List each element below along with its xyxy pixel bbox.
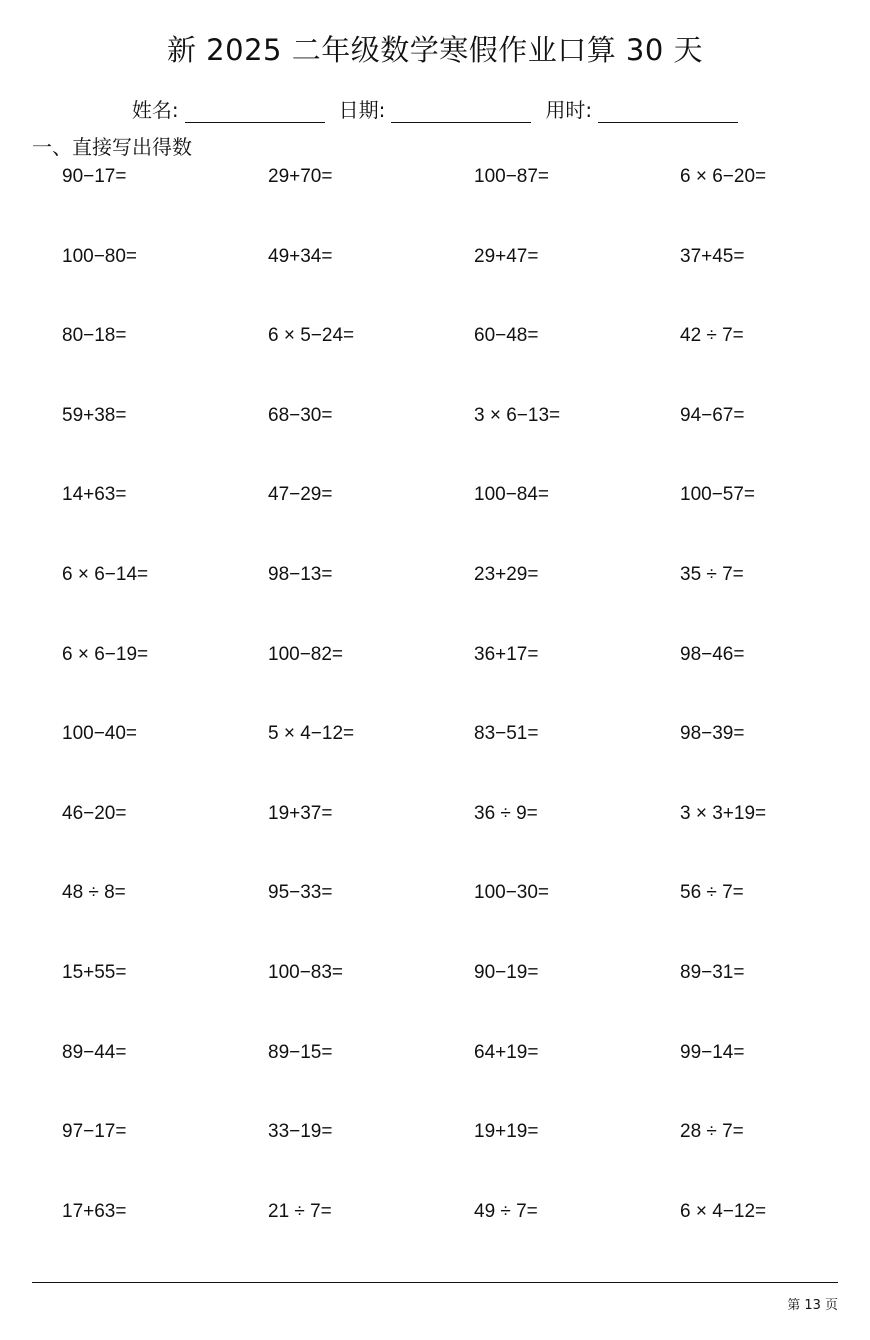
math-problem: 47−29= [268, 484, 333, 506]
math-problem: 89−31= [680, 961, 745, 983]
math-problem: 56 ÷ 7= [680, 882, 744, 904]
math-problem: 3 × 6−13= [474, 404, 561, 426]
name-blank[interactable] [185, 102, 325, 123]
math-problem: 28 ÷ 7= [680, 1121, 744, 1143]
name-field [132, 94, 325, 123]
math-problem: 49+34= [268, 245, 333, 267]
math-problem: 83−51= [474, 723, 539, 745]
math-problem: 90−17= [62, 166, 127, 187]
time-label: 用时: [545, 98, 593, 122]
math-problem: 49 ÷ 7= [474, 1200, 538, 1222]
math-problem: 36+17= [474, 643, 539, 665]
footer-divider [32, 1282, 838, 1283]
math-problem: 100−83= [268, 961, 344, 983]
problem-grid [62, 165, 852, 1279]
time-blank[interactable] [598, 102, 738, 123]
math-problem: 68−30= [268, 404, 333, 426]
math-problem: 23+29= [474, 563, 539, 585]
math-problem: 99−14= [680, 1041, 745, 1063]
math-problem: 100−80= [62, 245, 138, 267]
math-problem: 29+70= [268, 166, 333, 187]
date-label: 日期: [338, 98, 386, 122]
date-blank[interactable] [391, 102, 531, 123]
math-problem: 33−19= [268, 1121, 333, 1143]
math-problem: 29+47= [474, 245, 539, 267]
math-problem: 3 × 3+19= [680, 802, 767, 824]
math-problem: 48 ÷ 8= [62, 882, 126, 904]
math-problem: 59+38= [62, 404, 127, 426]
math-problem: 98−39= [680, 723, 745, 745]
page-title: 新 2025 二年级数学寒假作业口算 30 天 [166, 33, 704, 67]
math-problem: 6 × 6−20= [680, 166, 767, 187]
student-info-row [0, 94, 870, 123]
math-problem: 6 × 4−12= [680, 1200, 767, 1222]
date-field [339, 94, 532, 123]
math-problem: 100−57= [680, 484, 756, 506]
math-problem: 80−18= [62, 325, 127, 347]
math-problem: 64+19= [474, 1041, 539, 1063]
math-problem: 19+19= [474, 1121, 539, 1143]
section-title: 一、直接写出得数 [32, 135, 192, 159]
math-problem: 98−46= [680, 643, 745, 665]
math-problem: 95−33= [268, 882, 333, 904]
name-label: 姓名: [131, 98, 179, 122]
math-problem: 100−87= [474, 166, 550, 187]
math-problem: 15+55= [62, 961, 127, 983]
math-problem: 6 × 6−14= [62, 563, 149, 585]
math-problem: 100−82= [268, 643, 344, 665]
math-problem: 100−30= [474, 882, 550, 904]
math-problem: 46−20= [62, 802, 127, 824]
math-problem: 6 × 5−24= [268, 325, 355, 347]
math-problem: 89−15= [268, 1041, 333, 1063]
math-problem: 14+63= [62, 484, 127, 506]
math-problem: 37+45= [680, 245, 745, 267]
math-problem: 42 ÷ 7= [680, 325, 744, 347]
math-problem: 60−48= [474, 325, 539, 347]
math-problem: 36 ÷ 9= [474, 802, 538, 824]
math-problem: 35 ÷ 7= [680, 563, 744, 585]
math-problem: 6 × 6−19= [62, 643, 149, 665]
math-problem: 89−44= [62, 1041, 127, 1063]
math-problem: 5 × 4−12= [268, 723, 355, 745]
time-field [545, 94, 738, 123]
math-problem: 97−17= [62, 1121, 127, 1143]
math-problem: 98−13= [268, 563, 333, 585]
math-problem: 100−40= [62, 723, 138, 745]
math-problem: 21 ÷ 7= [268, 1200, 332, 1222]
math-problem: 100−84= [474, 484, 550, 506]
page-number: 第 13 页 [787, 1298, 838, 1313]
math-problem: 90−19= [474, 961, 539, 983]
math-problem: 94−67= [680, 404, 745, 426]
math-problem: 19+37= [268, 802, 333, 824]
math-problem: 17+63= [62, 1200, 127, 1222]
